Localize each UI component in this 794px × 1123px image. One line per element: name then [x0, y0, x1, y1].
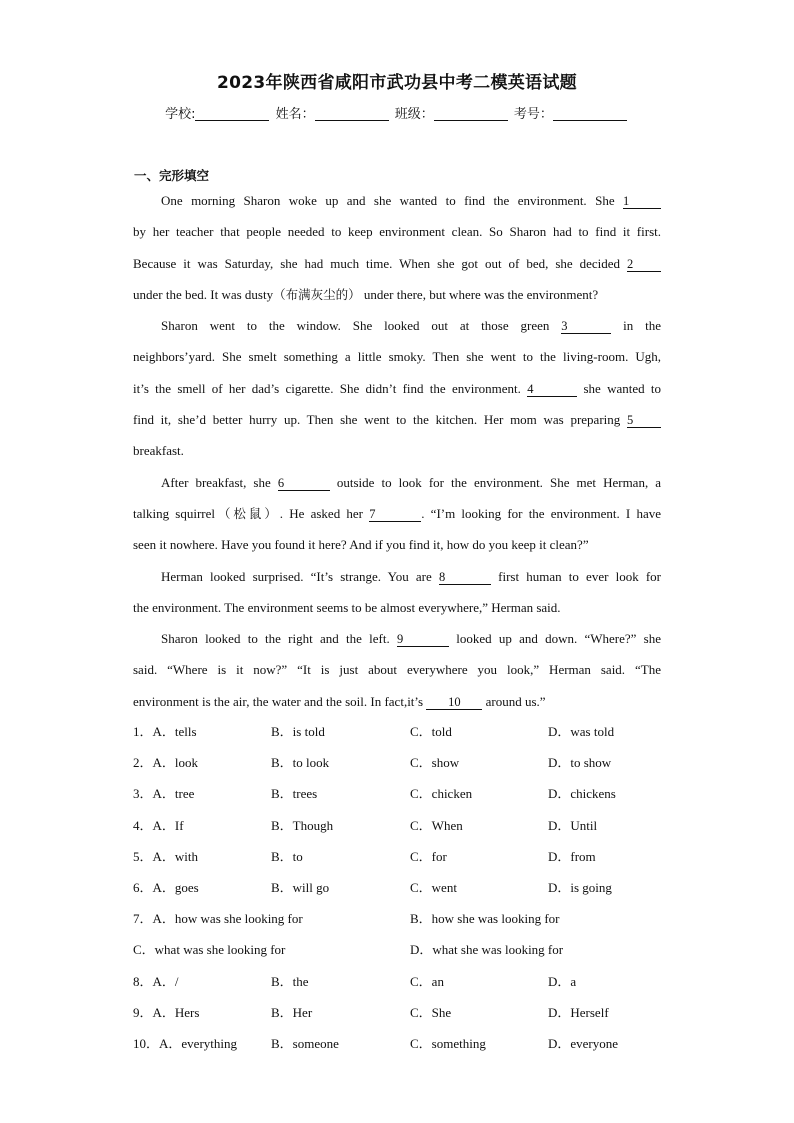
option-d[interactable]: D．is going — [548, 879, 612, 895]
blank-7: 7 — [369, 507, 421, 522]
passage-line: neighbors’yard. She smelt something a little smoky. Then she went to the living-room. Ugh, — [133, 349, 661, 365]
passage-text: . “I’m looking for the environment. I have — [421, 505, 661, 521]
blank-6: 6 — [278, 476, 330, 491]
option-a[interactable] — [133, 997, 199, 1028]
option-text: A．with — [152, 848, 199, 864]
passage-line — [133, 561, 661, 592]
option-d[interactable]: D．to show — [548, 755, 612, 771]
passage-line — [133, 498, 661, 529]
passage-line — [133, 279, 661, 310]
passage-line — [133, 467, 661, 498]
question-number: 9． — [133, 1004, 153, 1020]
passage-line — [133, 373, 661, 404]
option-a[interactable] — [133, 747, 198, 778]
option-d[interactable]: D．what she was looking for — [410, 942, 564, 958]
option-a[interactable] — [133, 903, 303, 934]
option-d[interactable]: D．Until — [548, 817, 598, 833]
option-c[interactable]: C．went — [410, 879, 457, 895]
passage-text: talking squirrel — [133, 505, 216, 521]
passage-text: looked up and down. “Where?” she — [456, 631, 661, 647]
question-row — [133, 934, 693, 965]
option-text: A．/ — [152, 973, 179, 989]
option-c[interactable]: C．what was she looking for — [133, 942, 286, 958]
question-number: 3． — [133, 786, 153, 802]
question-number: 2． — [133, 755, 153, 771]
option-c[interactable]: C．She — [410, 1004, 452, 1020]
blank-9: 9 — [397, 632, 449, 647]
blank-2: 2 — [627, 257, 661, 272]
option-d[interactable]: D．a — [548, 973, 577, 989]
passage-text: After breakfast, she — [161, 474, 271, 490]
name-blank[interactable] — [315, 106, 389, 121]
question-row — [133, 966, 693, 997]
option-c[interactable]: C．When — [410, 817, 463, 833]
passage-line — [133, 185, 661, 216]
passage-text: One morning Sharon woke up and she wanted to find the environment. She — [161, 193, 615, 208]
passage-text: it’s the smell of her dad’s cigarette. She didn’t find the environment. — [133, 380, 521, 396]
blank-4: 4 — [527, 382, 577, 397]
option-text: A．look — [152, 755, 199, 771]
option-c[interactable]: C．something — [410, 1035, 486, 1051]
passage-text: under there, but where was the environment? — [360, 286, 599, 302]
option-d[interactable]: D．chickens — [548, 786, 616, 802]
option-a[interactable] — [133, 716, 197, 747]
question-row — [133, 1028, 693, 1059]
passage-text: Sharon looked to the right and the left. — [161, 631, 390, 647]
blank-1: 1 — [623, 194, 661, 209]
passage-text: under the bed. It was dusty — [133, 286, 274, 302]
question-row — [133, 747, 693, 778]
option-b[interactable]: B．Though — [271, 817, 334, 833]
option-b[interactable]: B．trees — [271, 786, 318, 802]
passage-line: the environment. The environment seems to be almost everywhere,” Herman said. — [133, 599, 561, 615]
section-heading: 一、完形填空 — [134, 168, 210, 183]
option-text: A．goes — [152, 879, 199, 895]
passage-line: seen it nowhere. Have you found it here? And if you find it, how do you keep it clean?” — [133, 537, 589, 553]
passage-text: . He asked her — [279, 505, 364, 521]
option-d[interactable]: D．was told — [548, 724, 615, 739]
question-row — [133, 997, 693, 1028]
question-row — [133, 872, 693, 903]
option-a[interactable] — [133, 1028, 237, 1059]
cloze-passage — [133, 185, 661, 717]
option-b[interactable]: B．is told — [271, 724, 325, 739]
option-b[interactable]: B．someone — [271, 1035, 339, 1051]
blank-10: 10 — [426, 695, 482, 710]
question-number: 10． — [133, 1035, 160, 1051]
option-b[interactable]: B．will go — [271, 879, 330, 895]
question-options — [133, 716, 693, 1059]
passage-text: Sharon went to the window. She looked out at those green — [161, 318, 550, 334]
option-c[interactable]: C．show — [410, 755, 460, 771]
option-b[interactable]: B．how she was looking for — [410, 911, 560, 927]
passage-line: said. “Where is it now?” “It is just about everywhere you look,” Herman said. “The — [133, 662, 661, 678]
option-text: A．tree — [152, 786, 195, 802]
passage-text: in the — [623, 318, 662, 334]
option-d[interactable]: D．Herself — [548, 1004, 609, 1020]
blank-3: 3 — [561, 319, 611, 334]
question-row — [133, 810, 693, 841]
option-a[interactable] — [133, 966, 179, 997]
passage-text: first human to ever look for — [498, 568, 662, 584]
question-number: 5． — [133, 848, 153, 864]
blank-5: 5 — [627, 413, 661, 428]
option-text: A．If — [152, 817, 184, 833]
question-number: 7． — [133, 911, 153, 927]
option-text: A．Hers — [152, 1004, 200, 1020]
option-a[interactable] — [133, 778, 194, 809]
school-blank[interactable] — [195, 106, 269, 121]
option-c[interactable]: C．for — [410, 848, 447, 864]
chinese-gloss: （松鼠） — [215, 505, 280, 521]
option-a[interactable] — [133, 872, 199, 903]
option-c[interactable]: C．told — [410, 724, 452, 739]
chinese-gloss: （布满灰尘的） — [273, 286, 361, 302]
passage-line — [133, 310, 661, 341]
option-text: A．everything — [159, 1035, 237, 1051]
question-number: 8． — [133, 973, 153, 989]
passage-line: breakfast. — [133, 443, 184, 459]
page-title: 2023年陕西省咸阳市武功县中考二模英语试题 — [217, 73, 577, 93]
question-number: 1． — [133, 724, 153, 739]
passage-line — [133, 404, 661, 435]
passage-text: environment is the air, the water and the soil. In fact,it’s — [133, 693, 424, 709]
passage-text: Herman looked surprised. “It’s strange. You are — [161, 568, 432, 584]
passage-line — [133, 686, 661, 717]
option-a[interactable] — [133, 810, 184, 841]
passage-text: outside to look for the environment. She met Herman, a — [336, 474, 662, 490]
blank-8: 8 — [439, 570, 491, 585]
number-blank[interactable] — [553, 106, 627, 121]
student-info-row — [0, 103, 794, 122]
option-a[interactable] — [133, 841, 198, 872]
option-text: A．how was she looking for — [152, 911, 303, 927]
question-row — [133, 903, 693, 934]
passage-line — [133, 623, 661, 654]
question-number: 6． — [133, 879, 153, 895]
option-b[interactable]: B．the — [271, 973, 309, 989]
option-c[interactable]: C．chicken — [410, 786, 473, 802]
number-label: 考号： — [513, 107, 553, 122]
option-b[interactable]: B．to look — [271, 755, 330, 771]
option-d[interactable]: D．everyone — [548, 1035, 619, 1051]
option-b[interactable]: B．to — [271, 848, 303, 864]
passage-line — [133, 248, 661, 279]
option-d[interactable]: D．from — [548, 848, 596, 864]
passage-text: Because it was Saturday, she had much time. When she got out of bed, she decided — [133, 255, 621, 271]
school-label: 学校: — [165, 107, 196, 122]
passage-text: around us.” — [485, 693, 546, 709]
class-blank[interactable] — [434, 106, 508, 121]
question-row — [133, 841, 693, 872]
question-row — [133, 778, 693, 809]
passage-line: by her teacher that people needed to keep environment clean. So Sharon had to find it first. — [133, 224, 661, 240]
option-c[interactable]: C．an — [410, 973, 444, 989]
question-number: 4． — [133, 817, 153, 833]
option-b[interactable]: B．Her — [271, 1004, 313, 1020]
class-label: 班级： — [394, 107, 434, 122]
question-row — [133, 716, 693, 747]
passage-text: find it, she’d better hurry up. Then she went to the kitchen. Her mom was preparing — [133, 412, 621, 428]
passage-text: she wanted to — [583, 380, 662, 396]
name-label: 姓名： — [275, 107, 315, 122]
option-text: A．tells — [152, 724, 197, 739]
